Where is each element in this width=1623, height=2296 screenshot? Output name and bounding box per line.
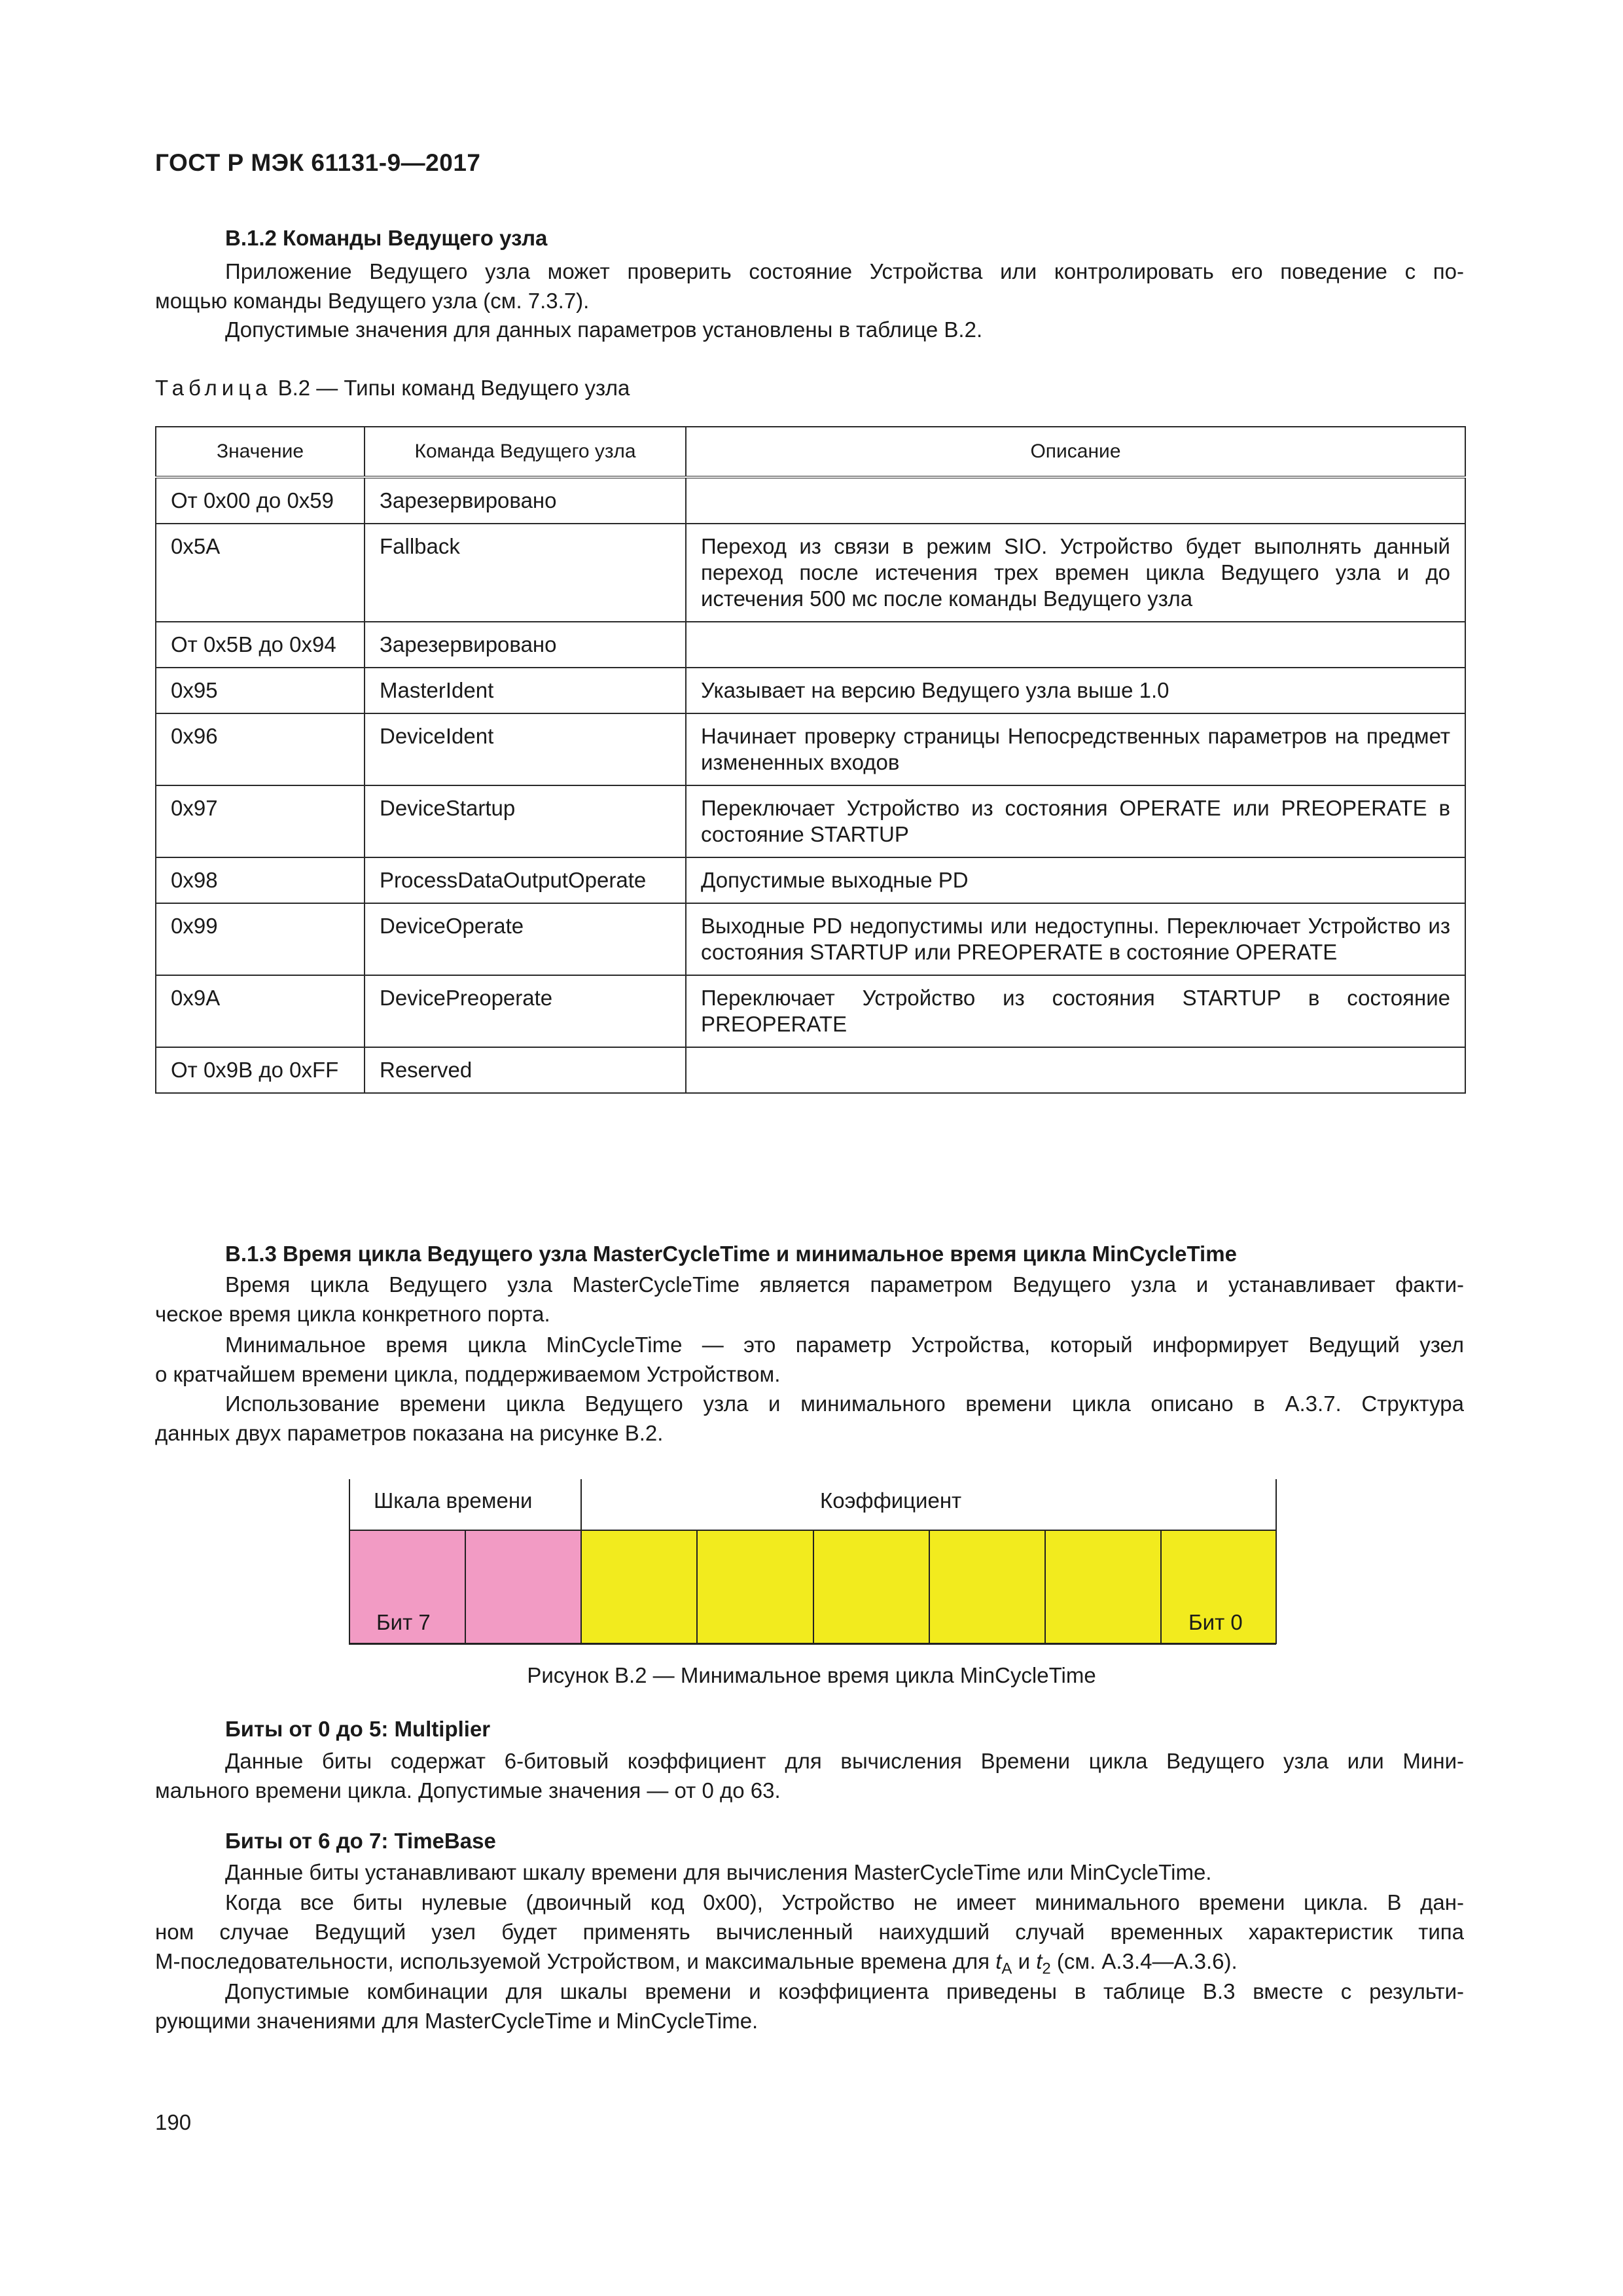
timebase-bit-cell (465, 1531, 580, 1643)
paragraph-line: мощью команды Ведущего узла (см. 7.3.7). (155, 289, 590, 313)
table-caption-label: Таблица (155, 376, 272, 400)
paragraph-line: Время цикла Ведущего узла MasterCycleTime является параметром Ведущего узла и устанавливает факти- (225, 1272, 1464, 1297)
cell-command: DeviceOperate (365, 903, 686, 975)
text-span: М-последовательности, используемой Устройством, и максимальные времена для (155, 1949, 990, 1973)
paragraph-line: Данные биты содержат 6-битовый коэффициент для вычисления Времени цикла Ведущего узла или Мини- (225, 1749, 1464, 1773)
table-row (156, 903, 1465, 975)
bits-0-5-title: Биты от 0 до 5: Multiplier (225, 1717, 491, 1741)
table-row (156, 477, 1465, 524)
cell-value: От 0x5B до 0x94 (156, 622, 365, 668)
cell-command: Fallback (365, 524, 686, 622)
table-caption (155, 376, 630, 401)
paragraph-b12-2: Допустимые значения для данных параметров установлены в таблице B.2. (225, 317, 983, 342)
header-description: Описание (686, 427, 1465, 477)
page-number: 190 (155, 2110, 192, 2134)
table-row (156, 857, 1465, 903)
paragraph-line: данных двух параметров показана на рисунке B.2. (155, 1421, 664, 1445)
document-header: ГОСТ Р МЭК 61131-9—2017 (155, 149, 481, 176)
cell-description: Начинает проверку страницы Непосредственных параметров на предмет измененных входов (686, 713, 1465, 785)
cell-command: ProcessDataOutputOperate (365, 857, 686, 903)
figure-label-multiplier: Коэффициент (820, 1488, 962, 1513)
bits-6-7-paragraph-1: Данные биты устанавливают шкалу времени для вычисления MasterCycleTime или MinCycleTime. (225, 1860, 1212, 1884)
cell-description (686, 1047, 1465, 1093)
paragraph-line: Минимальное время цикла MinCycleTime — это параметр Устройства, который информирует Ведущий узел (225, 1333, 1464, 1357)
cell-description (686, 477, 1465, 524)
table-row (156, 1047, 1465, 1093)
paragraph-line: мального времени цикла. Допустимые значения — от 0 до 63. (155, 1778, 781, 1803)
table-row (156, 524, 1465, 622)
cell-value: 0x98 (156, 857, 365, 903)
header-command: Команда Ведущего узла (365, 427, 686, 477)
paragraph-line: о кратчайшем времени цикла, поддерживаемом Устройством. (155, 1362, 781, 1386)
table-header-row (156, 427, 1465, 477)
bit-7-label: Бит 7 (376, 1610, 431, 1634)
table-row (156, 785, 1465, 857)
table-caption-text: B.2 — Типы команд Ведущего узла (277, 376, 630, 400)
cell-description: Переключает Устройство из состояния OPERATE или PREOPERATE в состояние STARTUP (686, 785, 1465, 857)
figure-divider (1044, 1530, 1046, 1644)
figure-label-timebase: Шкала времени (374, 1488, 533, 1513)
multiplier-bit-cell (813, 1531, 929, 1643)
bit-0-label: Бит 0 (1188, 1610, 1243, 1634)
cell-command: Reserved (365, 1047, 686, 1093)
paragraph-line: Когда все биты нулевые (двоичный код 0x00), Устройство не имеет минимального времени цикла. В дан- (225, 1890, 1464, 1914)
cell-value: 0x95 (156, 668, 365, 713)
multiplier-bit-cell (1045, 1531, 1160, 1643)
paragraph-line: Приложение Ведущего узла может проверить состояние Устройства или контролировать его поведение с по- (225, 259, 1464, 283)
multiplier-bit-cell (581, 1531, 696, 1643)
section-title-b12: B.1.2 Команды Ведущего узла (225, 226, 548, 250)
figure-divider (813, 1530, 814, 1644)
text-span: и (1018, 1949, 1031, 1973)
t-symbol: t (995, 1949, 1002, 1973)
table-row (156, 622, 1465, 668)
paragraph-line: ческое время цикла конкретного порта. (155, 1302, 550, 1326)
cell-description: Допустимые выходные PD (686, 857, 1465, 903)
figure-divider (349, 1479, 350, 1644)
figure-divider (1275, 1479, 1277, 1644)
figure-divider (465, 1530, 466, 1644)
table-row (156, 668, 1465, 713)
cell-value: 0x97 (156, 785, 365, 857)
paragraph-line: рующими значениями для MasterCycleTime и MinCycleTime. (155, 2009, 758, 2033)
bit-structure-figure (349, 1479, 1278, 1646)
table-row (156, 975, 1465, 1047)
paragraph-b13-1 (155, 1270, 1464, 1329)
cell-command: DevicePreoperate (365, 975, 686, 1047)
paragraph-b13-3 (155, 1389, 1464, 1448)
paragraph-line: ном случае Ведущий узел будет применять вычисленный наихудший случай временных характеристик типа (155, 1920, 1464, 1944)
text-span: (см. А.3.4—А.3.6). (1056, 1949, 1238, 1973)
cell-description: Выходные PD недопустимы или недоступны. Переключает Устройство из состояния STARTUP или PREOPERATE в состояние OPERATE (686, 903, 1465, 975)
cell-value: От 0x00 до 0x59 (156, 477, 365, 524)
multiplier-bit-cell (697, 1531, 812, 1643)
bits-0-5-paragraph (155, 1746, 1464, 1805)
cell-value: От 0x9B до 0xFF (156, 1047, 365, 1093)
paragraph-b12-1 (155, 257, 1464, 315)
figure-divider (580, 1479, 582, 1644)
cell-description: Переключает Устройство из состояния STARTUP в состояние PREOPERATE (686, 975, 1465, 1047)
section-title-b13: B.1.3 Время цикла Ведущего узла MasterCycleTime и минимальное время цикла MinCycleTime (225, 1242, 1237, 1266)
subscript-a: A (1001, 1960, 1012, 1978)
paragraph-b13-2 (155, 1330, 1464, 1389)
cell-command: Зарезервировано (365, 477, 686, 524)
figure-divider (696, 1530, 698, 1644)
t-symbol: t (1036, 1949, 1043, 1973)
cell-value: 0x96 (156, 713, 365, 785)
bits-6-7-title: Биты от 6 до 7: TimeBase (225, 1829, 496, 1853)
figure-rule (349, 1530, 1276, 1531)
figure-divider (929, 1530, 930, 1644)
cell-value: 0x5A (156, 524, 365, 622)
multiplier-bit-cell (929, 1531, 1044, 1643)
cell-description: Переход из связи в режим SIO. Устройство будет выполнять данный переход после истечения трех времен цикла Ведущего узла и до истечения 500 мс после команды Ведущего узла (686, 524, 1465, 622)
cell-command: DeviceStartup (365, 785, 686, 857)
cell-description (686, 622, 1465, 668)
figure-caption: Рисунок B.2 — Минимальное время цикла MinCycleTime (527, 1663, 1096, 1687)
header-value: Значение (156, 427, 365, 477)
master-commands-table (155, 426, 1466, 1094)
bits-6-7-paragraph-2 (155, 1888, 1464, 1984)
bits-6-7-paragraph-3 (155, 1977, 1464, 2036)
cell-command: DeviceIdent (365, 713, 686, 785)
paragraph-line: Использование времени цикла Ведущего узла и минимального времени цикла описано в А.3.7. Структура (225, 1391, 1464, 1416)
cell-value: 0x9A (156, 975, 365, 1047)
cell-command: Зарезервировано (365, 622, 686, 668)
figure-divider (1160, 1530, 1162, 1644)
paragraph-line: Допустимые комбинации для шкалы времени и коэффициента приведены в таблице B.3 вместе с результи- (225, 1979, 1464, 2003)
cell-description: Указывает на версию Ведущего узла выше 1.0 (686, 668, 1465, 713)
table-row (156, 713, 1465, 785)
figure-rule (349, 1643, 1276, 1645)
cell-command: MasterIdent (365, 668, 686, 713)
cell-value: 0x99 (156, 903, 365, 975)
subscript-2: 2 (1042, 1960, 1051, 1978)
